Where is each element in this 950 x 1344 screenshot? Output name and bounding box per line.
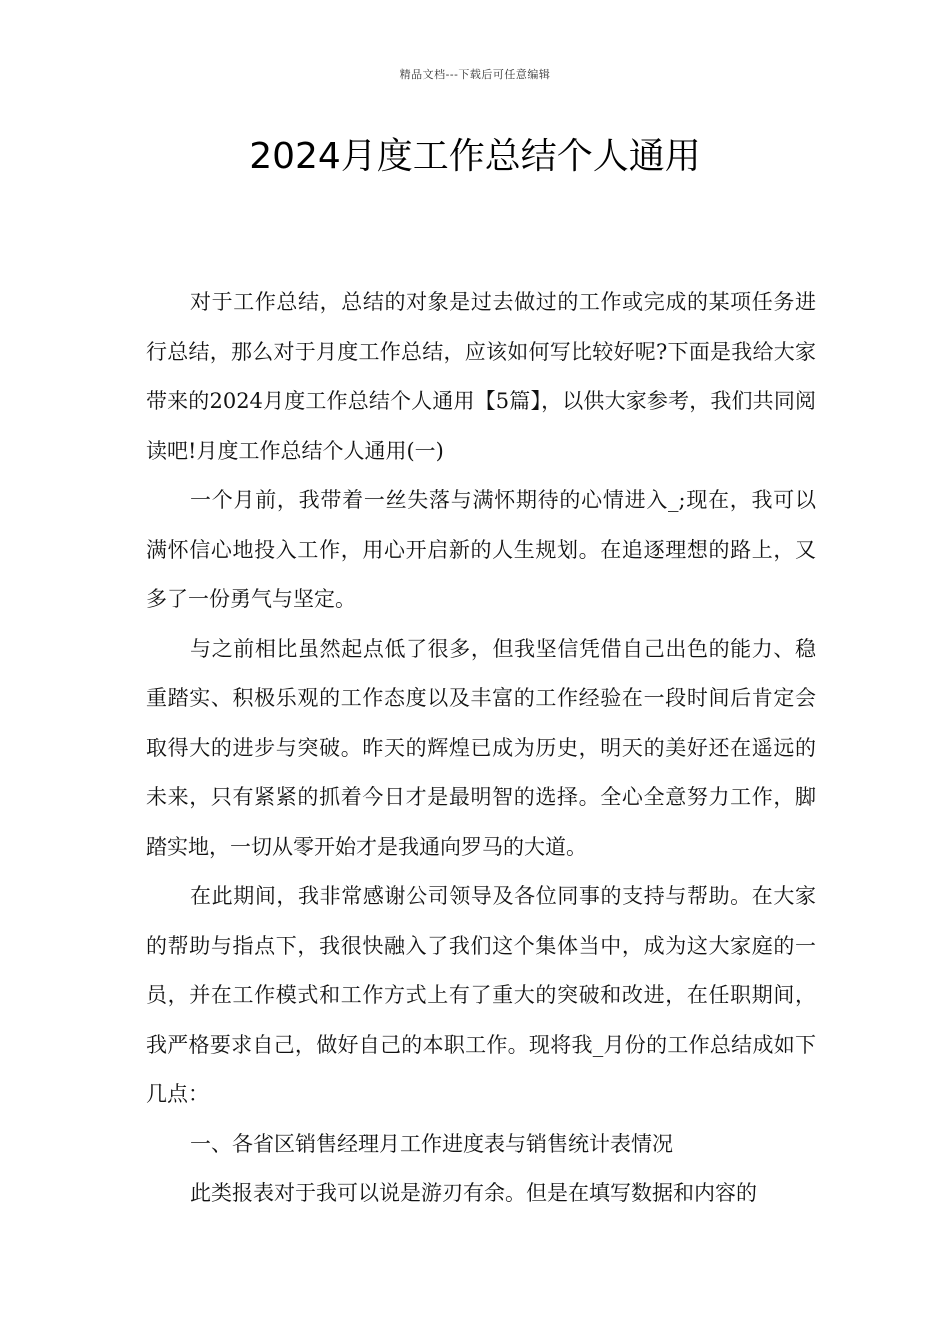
- paragraph-reports: 此类报表对于我可以说是游刃有余。但是在填写数据和内容的: [190, 1181, 757, 1205]
- header-note: 精品文档---下载后可任意编辑: [399, 68, 551, 81]
- document-title: 2024月度工作总结个人通用: [249, 136, 701, 177]
- paragraph-month-ago: 一个月前，我带着一丝失落与满怀期待的心情进入_;现在，我可以满怀信心地投入工作，用心开启新的人生规划。在追逐理想的路上，又多了一份勇气与坚定。: [146, 488, 816, 611]
- document-body: [146, 278, 816, 1219]
- section-heading-1: 一、各省区销售经理月工作进度表与销售统计表情况: [190, 1131, 673, 1156]
- paragraph-intro: 对于工作总结，总结的对象是过去做过的工作或完成的某项任务进行总结，那么对于月度工作总结，应该如何写比较好呢?下面是我给大家带来的2024月度工作总结个人通用【5篇】，以供大家参考，我们共同阅读吧!月度工作总结个人通用(一): [146, 290, 816, 463]
- paragraph-thanks: 在此期间，我非常感谢公司领导及各位同事的支持与帮助。在大家的帮助与指点下，我很快融入了我们这个集体当中，成为这大家庭的一员，并在工作模式和工作方式上有了重大的突破和改进，在任职期间，我严格要求自己，做好自己的本职工作。现将我_月份的工作总结成如下几点：: [146, 884, 816, 1106]
- paragraph-comparison: 与之前相比虽然起点低了很多，但我坚信凭借自己出色的能力、稳重踏实、积极乐观的工作态度以及丰富的工作经验在一段时间后肯定会取得大的进步与突破。昨天的辉煌已成为历史，明天的美好还在遥远的未来，只有紧紧的抓着今日才是最明智的选择。全心全意努力工作，脚踏实地，一切从零开始才是我通向罗马的大道。: [146, 636, 816, 859]
